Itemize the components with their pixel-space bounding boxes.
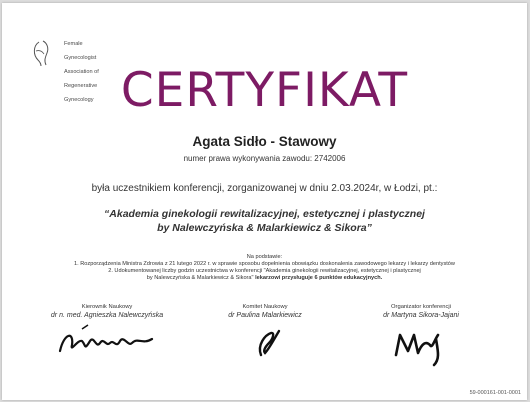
handwritten-signature-icon [52,321,162,361]
certificate-sheet [2,3,527,400]
participation-statement: była uczestnikiem konferencji, zorganizowanej w dniu 2.03.2024r, w Łodzi, pt.: [91,183,438,194]
handwritten-signature-icon [235,321,295,361]
conference-title-line-1: “Akademia ginekologii rewitalizacyjnej, estetycznej i plastycznej [104,208,425,220]
organization-name: Female Gynecologist Association of Regenerative Gynecology [64,41,99,103]
signature-person: dr n. med. Agnieszka Nalewczyńska [50,312,164,319]
signature-person: dr Martyna Sikora-Jajani [383,312,459,319]
legal-basis-line-2: 2. Udokumentowanej liczby godzin uczestnictwa w konferencji "Akademia ginekologii rewitalizacyjnej, estetycznej i plastycznej [108,268,421,274]
signature-block-scientific-director [32,304,182,361]
conference-title-line-2: by Nalewczyńska & Malarkiewicz & Sikora” [157,222,372,234]
license-number: numer prawa wykonywania zawodu: 2742006 [183,154,346,163]
conference-title [2,207,527,235]
recipient-name: Agata Sidło - Stawowy [192,134,337,149]
certificate-title: CERTYFIKAT [120,63,409,118]
legal-basis-heading: Na podstawie: [246,254,283,260]
legal-basis-line-3: by Nalewczyńska & Malarkiewicz & Sikora" lekarzowi przysługuje 6 punktów edukacyjnych. [146,275,383,281]
certificate-code: 59-000161-001-0001 [469,390,521,396]
signature-block-scientific-committee [190,304,340,361]
handwritten-signature-icon [386,321,456,367]
signature-person: dr Paulina Malarkiewicz [228,312,302,319]
legal-basis-line-1: 1. Rozporządzenia Ministra Zdrowia z 21 lutego 2022 r. w sprawie sposobu dopełnienia obowiązku doskonalenia zawodowego lekarzy i lekarzy dentystów [74,261,455,267]
legal-basis [2,254,527,282]
signature-block-organizer [346,304,496,367]
signature-role: Komitet Naukowy [242,304,288,310]
signature-role: Kierownik Naukowy [81,304,133,310]
signature-role: Organizator konferencji [391,304,451,310]
